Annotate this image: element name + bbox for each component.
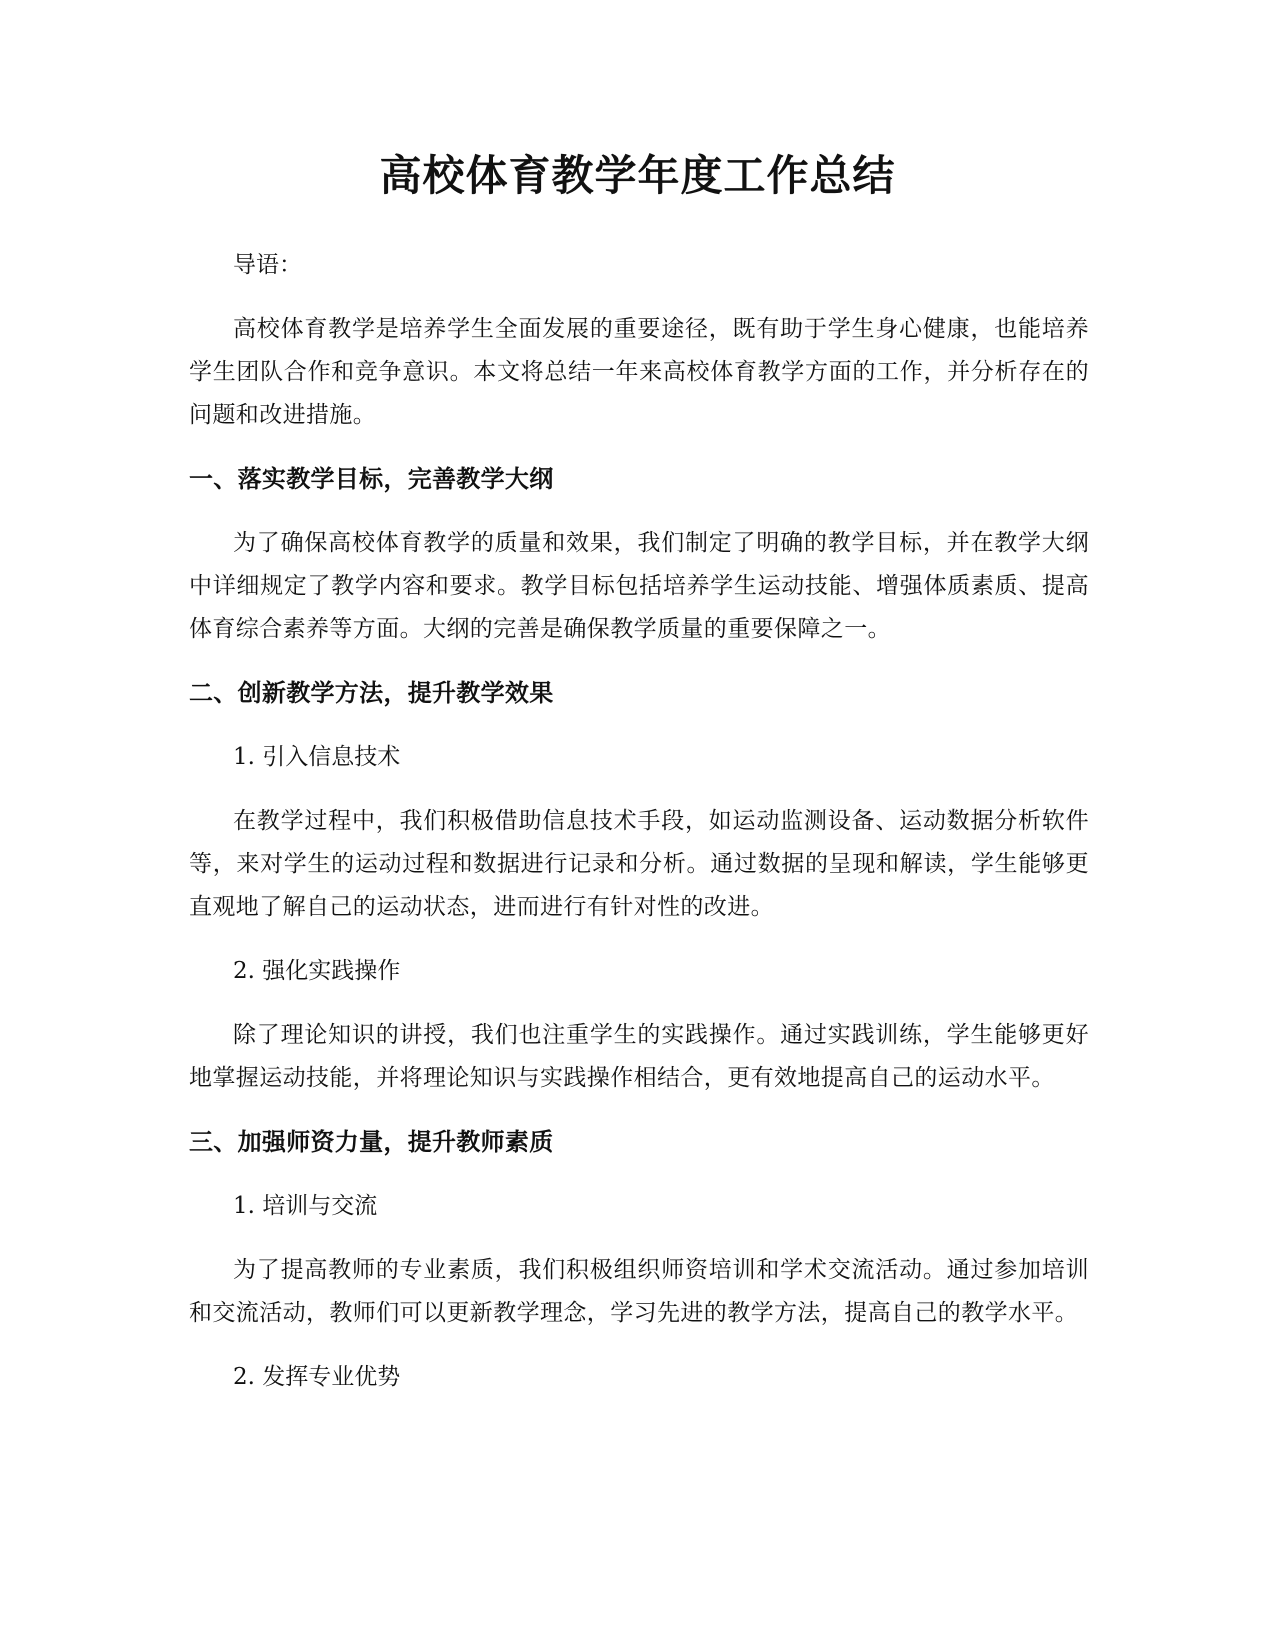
section-2-heading: 二、创新教学方法，提升教学效果 <box>189 679 554 707</box>
section-2-subheading-1: 1. 引入信息技术 <box>233 744 401 770</box>
section-2-subheading-2: 2. 强化实践操作 <box>233 958 401 984</box>
intro-label: 导语： <box>233 252 302 278</box>
section-2-paragraph-1: 在教学过程中，我们积极借助信息技术手段，如运动监测设备、运动数据分析软件等，来对学生的运动过程和数据进行记录和分析。通过数据的呈现和解读，学生能够更直观地了解自己的运动状态，进而进行有针对性的改进。 <box>189 808 1089 920</box>
intro-paragraph: 高校体育教学是培养学生全面发展的重要途径，既有助于学生身心健康，也能培养学生团队合作和竞争意识。本文将总结一年来高校体育教学方面的工作，并分析存在的问题和改进措施。 <box>189 316 1089 428</box>
section-2-paragraph-2: 除了理论知识的讲授，我们也注重学生的实践操作。通过实践训练，学生能够更好地掌握运动技能，并将理论知识与实践操作相结合，更有效地提高自己的运动水平。 <box>189 1022 1089 1091</box>
document-title: 高校体育教学年度工作总结 <box>379 151 896 200</box>
section-1-heading: 一、落实教学目标，完善教学大纲 <box>189 465 554 493</box>
section-3-heading: 三、加强师资力量，提升教师素质 <box>189 1128 554 1156</box>
section-3-subheading-1: 1. 培训与交流 <box>233 1193 378 1219</box>
document-body <box>189 244 1089 1420</box>
section-3-paragraph-1: 为了提高教师的专业素质，我们积极组织师资培训和学术交流活动。通过参加培训和交流活动，教师们可以更新教学理念，学习先进的教学方法，提高自己的教学水平。 <box>189 1257 1089 1326</box>
section-3-subheading-2: 2. 发挥专业优势 <box>233 1364 401 1390</box>
section-1-paragraph: 为了确保高校体育教学的质量和效果，我们制定了明确的教学目标，并在教学大纲中详细规定了教学内容和要求。教学目标包括培养学生运动技能、增强体质素质、提高体育综合素养等方面。大纲的完善是确保教学质量的重要保障之一。 <box>189 530 1089 642</box>
